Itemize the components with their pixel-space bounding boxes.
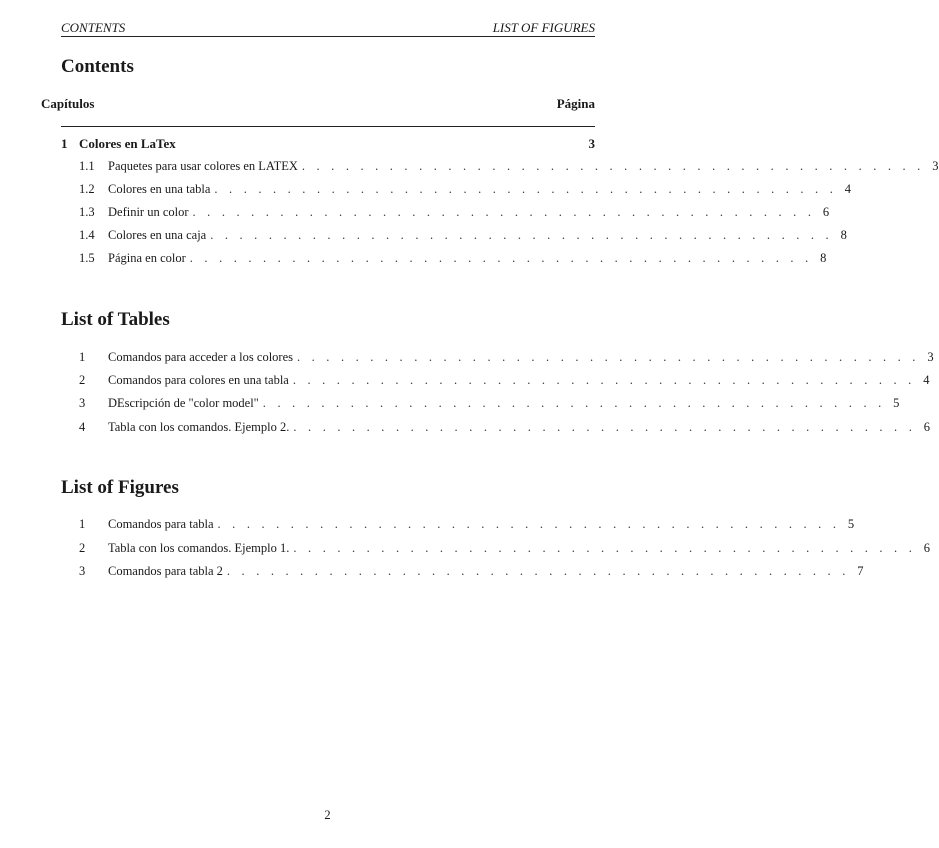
- leader-dots: . . . . . . . . . . . . . . . . . . . . . . . . . . . . . . . . . . . . . . . . . . .: [293, 420, 917, 434]
- toc-section-number: 1.2: [79, 182, 95, 196]
- toc-section-row[interactable]: [61, 205, 830, 222]
- figure-entry-page: 6: [923, 541, 931, 555]
- figure-entry-page: 7: [857, 564, 864, 578]
- list-of-figures-title: List of Figures: [61, 477, 179, 498]
- figure-entry-title: Comandos para tabla: [108, 517, 214, 531]
- leader-dots: . . . . . . . . . . . . . . . . . . . . . . . . . . . . . . . . . . . . . . . . . . .: [189, 251, 813, 265]
- toc-section-page: 4: [844, 182, 852, 196]
- toc-section-row[interactable]: [61, 251, 827, 268]
- leader-dots: . . . . . . . . . . . . . . . . . . . . . . . . . . . . . . . . . . . . . . . . . . .: [262, 396, 886, 410]
- toc-section-row[interactable]: [61, 159, 939, 176]
- table-entry-number: 2: [79, 373, 86, 387]
- toc-section-title: Página en color: [108, 251, 186, 265]
- table-entry-number: 3: [79, 396, 86, 410]
- leader-dots: . . . . . . . . . . . . . . . . . . . . . . . . . . . . . . . . . . . . . . . . . . .: [192, 205, 816, 219]
- page-number: 2: [324, 808, 331, 822]
- leader-dots: . . . . . . . . . . . . . . . . . . . . . . . . . . . . . . . . . . . . . . . . . . .: [293, 541, 917, 555]
- leader-dots: . . . . . . . . . . . . . . . . . . . . . . . . . . . . . . . . . . . . . . . . . . .: [217, 517, 841, 531]
- toc-section-page: 8: [820, 251, 827, 265]
- table-entry-title: Comandos para colores en una tabla: [108, 373, 289, 387]
- toc-chapter-title: Colores en LaTex: [79, 136, 176, 151]
- table-entry-title: DEscripción de "color model": [108, 396, 259, 410]
- column-header-page: Página: [556, 96, 595, 111]
- table-entry-page: 6: [923, 420, 931, 434]
- header-rule: [61, 126, 595, 127]
- toc-section-title: Paquetes para usar colores en LATEX: [108, 159, 298, 173]
- figure-entry-title: Comandos para tabla 2: [108, 564, 223, 578]
- running-head-left: CONTENTS: [61, 20, 126, 35]
- leader-dots: . . . . . . . . . . . . . . . . . . . . . . . . . . . . . . . . . . . . . . . . . . .: [292, 373, 916, 387]
- list-of-tables-title: List of Tables: [61, 309, 170, 330]
- table-entry-row[interactable]: [61, 373, 930, 390]
- toc-section-row[interactable]: [61, 228, 847, 245]
- table-entry-page: 4: [923, 373, 930, 387]
- toc-section-page: 3: [932, 159, 939, 173]
- table-entry-row[interactable]: [61, 396, 900, 413]
- table-entry-number: 4: [79, 420, 86, 434]
- figure-entry-number: 3: [79, 564, 86, 578]
- table-entry-row[interactable]: [61, 420, 931, 437]
- figure-entry-title: Tabla con los comandos. Ejemplo 1.: [108, 541, 290, 555]
- leader-dots: . . . . . . . . . . . . . . . . . . . . . . . . . . . . . . . . . . . . . . . . . . .: [214, 182, 838, 196]
- toc-section-number: 1.5: [79, 251, 95, 265]
- table-entry-title: Tabla con los comandos. Ejemplo 2.: [108, 420, 290, 434]
- figure-entry-number: 2: [79, 541, 86, 555]
- table-entry-page: 5: [893, 396, 900, 410]
- figure-entry-number: 1: [79, 517, 86, 531]
- leader-dots: . . . . . . . . . . . . . . . . . . . . . . . . . . . . . . . . . . . . . . . . . . .: [297, 350, 920, 364]
- running-head-right: LIST OF FIGURES: [492, 20, 595, 35]
- running-head: [61, 19, 595, 37]
- figure-entry-row[interactable]: [61, 517, 855, 534]
- figure-entry-row[interactable]: [61, 564, 864, 581]
- toc-section-number: 1.4: [79, 228, 95, 242]
- toc-section-title: Definir un color: [108, 205, 189, 219]
- toc-section-page: 6: [822, 205, 830, 219]
- figure-entry-page: 5: [847, 517, 855, 531]
- table-entry-title: Comandos para acceder a los colores: [108, 350, 293, 364]
- toc-chapter-row[interactable]: [61, 136, 595, 153]
- toc-chapter-number: 1: [61, 136, 68, 151]
- contents-title: Contents: [61, 56, 134, 77]
- column-header-chapters: Capítulos: [41, 96, 95, 111]
- leader-dots: . . . . . . . . . . . . . . . . . . . . . . . . . . . . . . . . . . . . . . . . . . .: [226, 564, 850, 578]
- toc-chapter-page: 3: [588, 136, 595, 151]
- toc-section-row[interactable]: [61, 182, 852, 199]
- toc-section-title: Colores en una caja: [108, 228, 207, 242]
- toc-section-number: 1.1: [79, 159, 95, 173]
- toc-section-page: 8: [840, 228, 847, 242]
- toc-section-title: Colores en una tabla: [108, 182, 211, 196]
- table-entry-number: 1: [79, 350, 86, 364]
- leader-dots: . . . . . . . . . . . . . . . . . . . . . . . . . . . . . . . . . . . . . . . . . . .: [210, 228, 833, 242]
- leader-dots: . . . . . . . . . . . . . . . . . . . . . . . . . . . . . . . . . . . . . . . . . . .: [301, 159, 925, 173]
- table-entry-page: 3: [927, 350, 934, 364]
- table-entry-row[interactable]: [61, 350, 934, 367]
- figure-entry-row[interactable]: [61, 541, 931, 558]
- contents-column-headers: [41, 96, 595, 114]
- toc-section-number: 1.3: [79, 205, 95, 219]
